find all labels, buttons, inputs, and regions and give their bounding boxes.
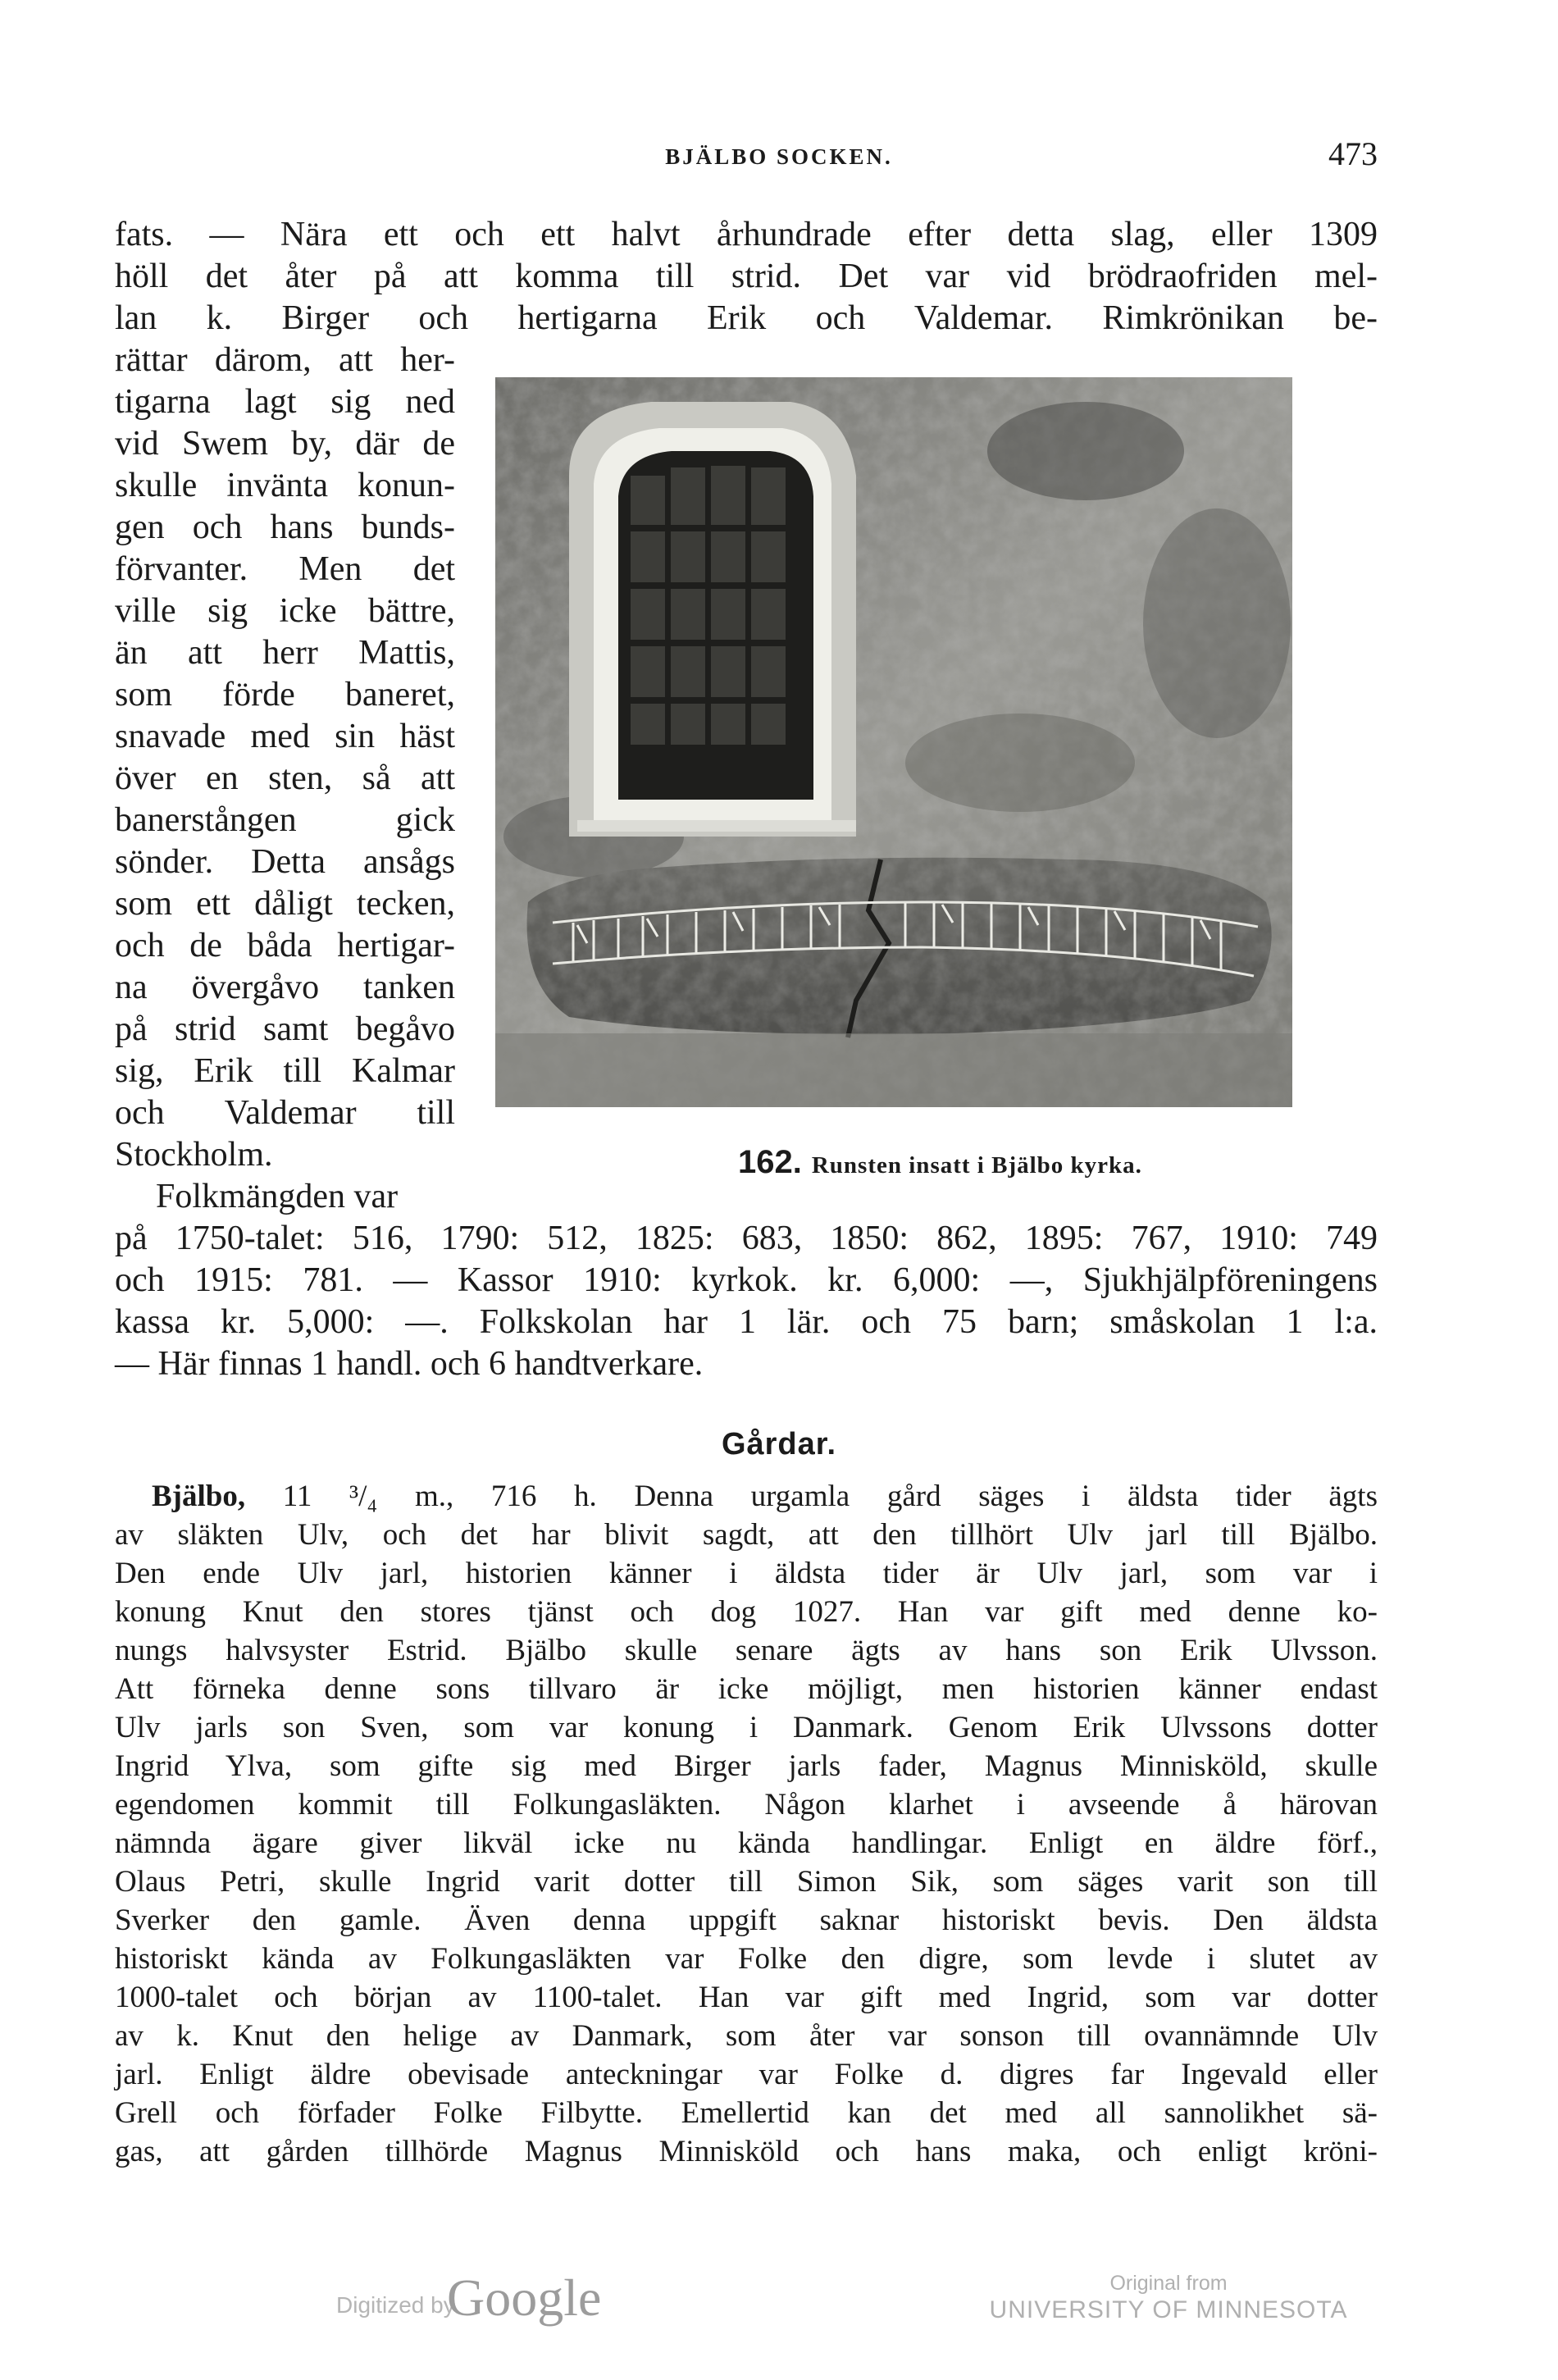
text-line: ville sig icke bättre, xyxy=(115,592,455,630)
text-line: 1000-talet och början av 1100-talet. Han var gift med Ingrid, som var dotter xyxy=(115,1981,1378,2014)
text-line: på 1750-talet: 516, 1790: 512, 1825: 683, 1850: 862, 1895: 767, 1910: 749 xyxy=(115,1220,1378,1257)
running-header-title: BJÄLBO SOCKEN. xyxy=(665,144,893,169)
original-from-label: Original from xyxy=(1109,2272,1228,2295)
text-line: och de båda hertigar- xyxy=(115,927,455,964)
text-line: än att herr Mattis, xyxy=(115,634,455,672)
google-logo: Google xyxy=(447,2268,602,2327)
text-line: — Här finnas 1 handl. och 6 handtverkare. xyxy=(115,1345,704,1383)
runestone-illustration xyxy=(495,377,1292,1107)
text-line: Den ende Ulv jarl, historien känner i äldsta tider är Ulv jarl, som var i xyxy=(115,1557,1378,1590)
figure-caption-text: Runsten insatt i Bjälbo kyrka. xyxy=(811,1152,1142,1179)
text-line: Ingrid Ylva, som gifte sig med Birger jarls fader, Magnus Minnisköld, skulle xyxy=(115,1749,1378,1783)
text-line: av k. Knut den helige av Danmark, som åter var sonson till ovannämnde Ulv xyxy=(115,2019,1378,2053)
text-line: Folkmängden var xyxy=(156,1178,399,1215)
text-line: nämnda ägare giver likväl icke nu kända handlingar. Enligt en äldre förf., xyxy=(115,1826,1378,1860)
text-line: förvanter. Men det xyxy=(115,550,455,588)
text-line: Olaus Petri, skulle Ingrid varit dotter till Simon Sik, som säges varit son till xyxy=(115,1865,1378,1899)
lead-term: Bjälbo, xyxy=(152,1480,246,1513)
text-line: på strid samt begåvo xyxy=(115,1010,455,1048)
digitized-by-label: Digitized by xyxy=(336,2292,455,2318)
text-line: na övergåvo tanken xyxy=(115,969,455,1006)
text-line: höll det åter på att komma till strid. Det var vid brödraofriden mel- xyxy=(115,258,1378,295)
page-number: 473 xyxy=(1328,135,1378,172)
university-label: UNIVERSITY OF MINNESOTA xyxy=(989,2296,1348,2323)
text-line: historiskt kända av Folkungasläkten var Folke den digre, som levde i slutet av xyxy=(115,1942,1378,1976)
text-line: över en sten, så att xyxy=(115,759,455,797)
text-line: rättar därom, att her- xyxy=(115,341,455,379)
lead-rest: 11 ³/₄ m., 716 h. Denna urgamla gård säges i äldsta tider ägts xyxy=(245,1480,1378,1513)
section-heading: Gårdar. xyxy=(721,1427,837,1461)
text-line: gas, att gården tillhörde Magnus Minnisköld och hans maka, och enligt kröni- xyxy=(115,2135,1378,2168)
text-line: konung Knut den stores tjänst och dog 1027. Han var gift med denne ko- xyxy=(115,1595,1378,1629)
text-line: egendomen kommit till Folkungasläkten. Någon klarhet i avseende å härovan xyxy=(115,1788,1378,1821)
figure-number: 162. xyxy=(738,1144,802,1180)
text-line: Ulv jarls son Sven, som var konung i Danmark. Genom Erik Ulvssons dotter xyxy=(115,1711,1378,1744)
text-line: skulle invänta konun- xyxy=(115,467,455,504)
text-line: gen och hans bunds- xyxy=(115,508,455,546)
text-line: och 1915: 781. — Kassor 1910: kyrkok. kr. 6,000: —, Sjukhjälpföreningens xyxy=(115,1261,1378,1299)
text-line: som ett dåligt tecken, xyxy=(115,885,455,923)
text-line: tigarna lagt sig ned xyxy=(115,383,455,421)
text-line: av släkten Ulv, och det har blivit sagdt, att den tillhört Ulv jarl till Bjälbo. xyxy=(115,1518,1378,1552)
text-line: vid Swem by, där de xyxy=(115,425,455,463)
text-line: Att förneka denne sons tillvaro är icke möjligt, men historien känner endast xyxy=(115,1672,1378,1706)
text-line: lan k. Birger och hertigarna Erik och Valdemar. Rimkrönikan be- xyxy=(115,299,1378,337)
text-line: sig, Erik till Kalmar xyxy=(115,1052,455,1090)
text-line: Grell och förfader Folke Filbytte. Emellertid kan det med all sannolikhet sä- xyxy=(115,2096,1378,2130)
text-line: Stockholm. xyxy=(115,1136,273,1174)
text-line xyxy=(152,1478,1378,1516)
text-line: snavade med sin häst xyxy=(115,718,455,755)
text-line: banerstången gick xyxy=(115,801,455,839)
figure-caption xyxy=(738,1144,1142,1181)
text-line: som förde baneret, xyxy=(115,676,455,714)
text-line: fats. — Nära ett och ett halvt århundrade efter detta slag, eller 1309 xyxy=(115,216,1378,253)
text-line: Sverker den gamle. Även denna uppgift saknar historiskt bevis. Den äldsta xyxy=(115,1904,1378,1937)
runestone-photograph xyxy=(495,377,1292,1107)
text-line: sönder. Detta ansågs xyxy=(115,843,455,881)
text-line: jarl. Enligt äldre obevisade anteckningar var Folke d. digres far Ingevald eller xyxy=(115,2058,1378,2091)
text-line: nungs halvsyster Estrid. Bjälbo skulle senare ägts av hans son Erik Ulvsson. xyxy=(115,1634,1378,1667)
text-line: kassa kr. 5,000: —. Folkskolan har 1 lär. och 75 barn; småskolan 1 l:a. xyxy=(115,1303,1378,1341)
text-line: och Valdemar till xyxy=(115,1094,455,1132)
